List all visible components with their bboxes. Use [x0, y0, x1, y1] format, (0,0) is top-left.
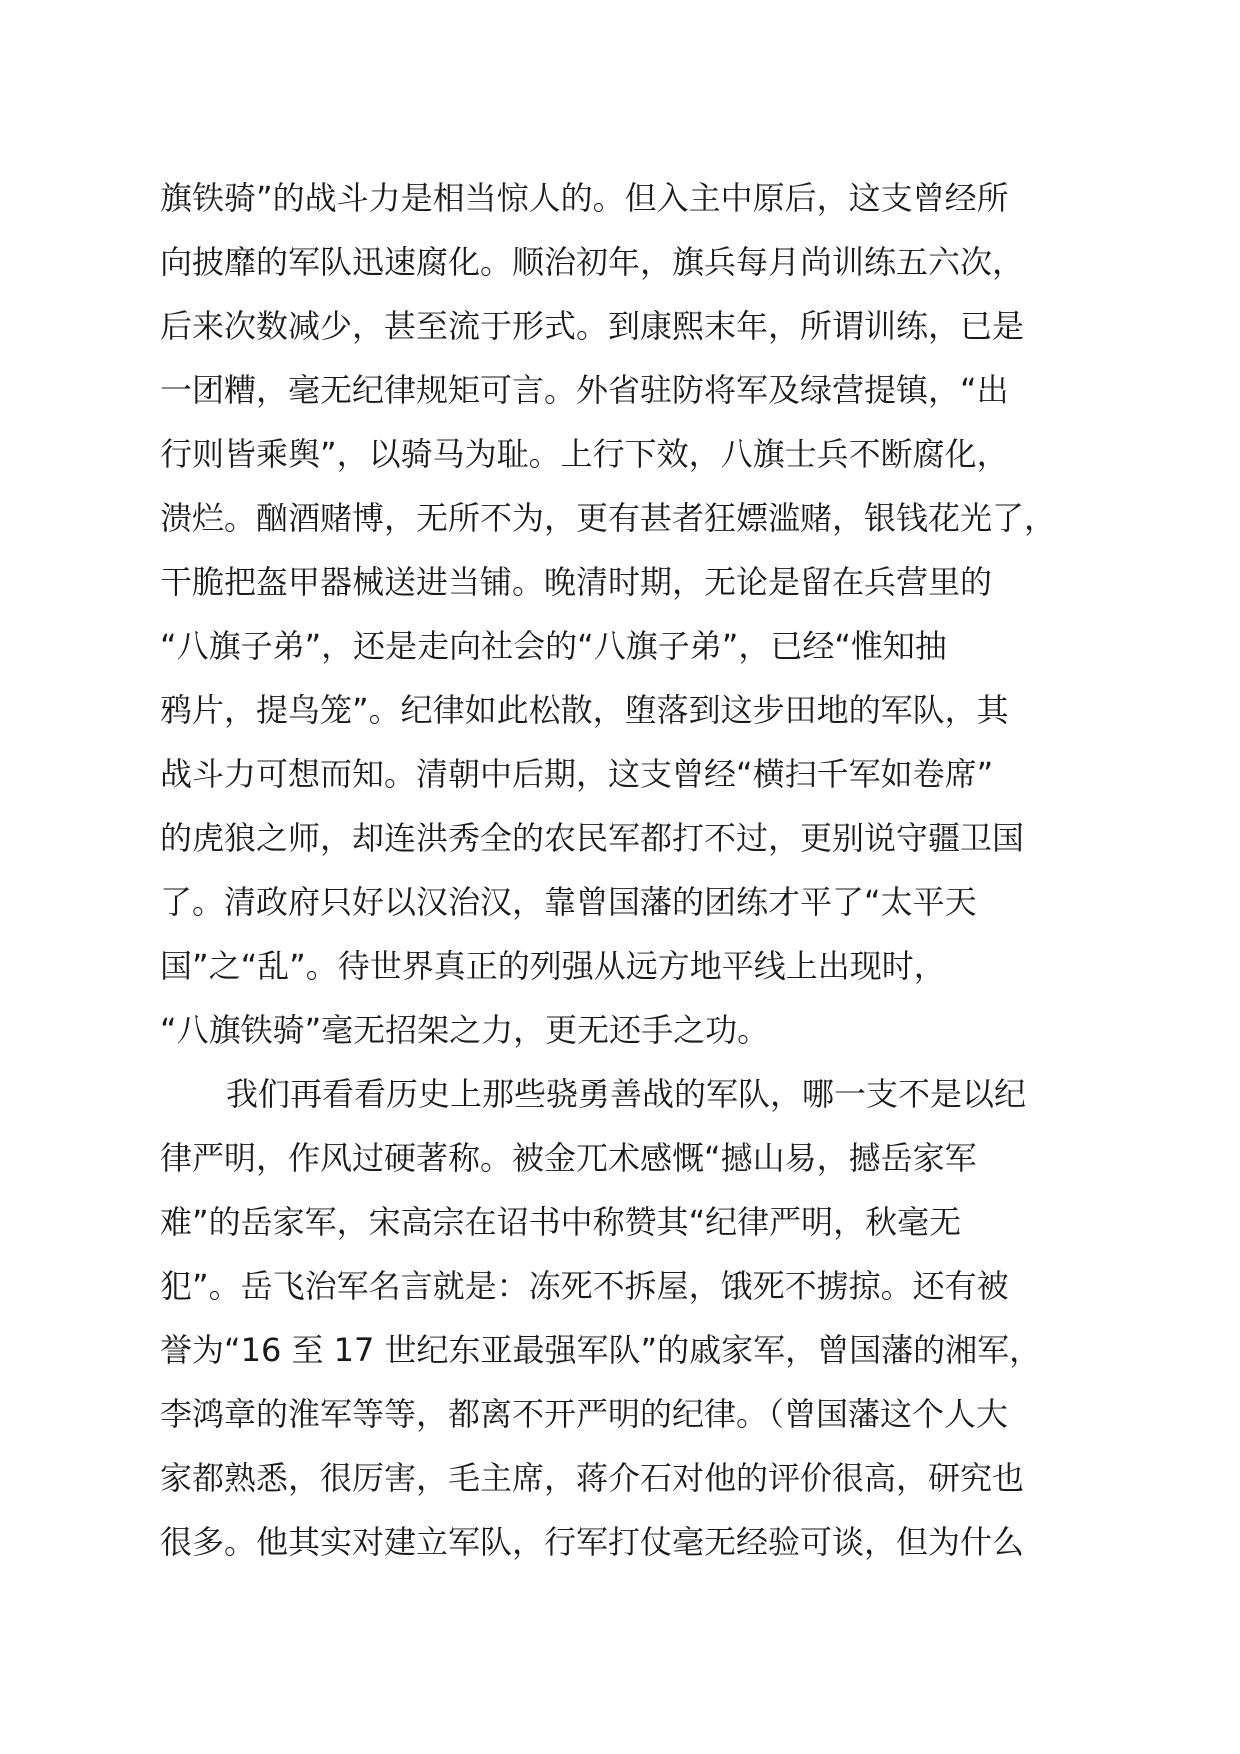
- text-line: 很多。他其实对建立军队，行军打仗毫无经验可谈，但为什么: [160, 1523, 1025, 1561]
- text-line: 行则皆乘舆”，以骑马为耻。上行下效，八旗士兵不断腐化，: [160, 435, 1009, 473]
- text-line: 的虎狼之师，却连洪秀全的农民军都打不过，更别说守疆卫国: [160, 819, 1025, 857]
- paragraph-2: [160, 1062, 1100, 1574]
- text-line: 鸦片，提鸟笼”。纪律如此松散，堕落到这步田地的军队，其: [160, 691, 1009, 729]
- text-line: 了。清政府只好以汉治汉，靠曾国藩的团练才平了“太平天: [160, 883, 977, 921]
- text-line: 难”的岳家军，宋高宗在诏书中称赞其“纪律严明，秋毫无: [160, 1203, 962, 1241]
- text-line: 一团糟，毫无纪律规矩可言。外省驻防将军及绿营提镇，“出: [160, 371, 1009, 409]
- text-line: 溃烂。酗酒赌博，无所不为，更有甚者狂嫖滥赌，银钱花光了，: [160, 499, 1057, 537]
- text-line: 后来次数减少，甚至流于形式。到康熙末年，所谓训练，已是: [160, 307, 1025, 345]
- body-text: [160, 166, 1100, 1574]
- text-line: 旗铁骑”的战斗力是相当惊人的。但入主中原后，这支曾经所: [160, 179, 1009, 217]
- text-line: “八旗铁骑”毫无招架之力，更无还手之功。: [160, 1011, 770, 1049]
- paragraph-1: [160, 166, 1100, 1062]
- text-line: 家都熟悉，很厉害，毛主席，蒋介石对他的评价很高，研究也: [160, 1459, 1025, 1497]
- text-line: 干脆把盔甲器械送进当铺。晚清时期，无论是留在兵营里的: [160, 563, 993, 601]
- text-line: “八旗子弟”，还是走向社会的“八旗子弟”，已经“惟知抽: [160, 627, 947, 665]
- text-line: 律严明，作风过硬著称。被金兀术感慨“撼山易，撼岳家军: [160, 1139, 977, 1177]
- text-line: 犯”。岳飞治军名言就是：冻死不拆屋，饿死不掳掠。还有被: [160, 1267, 1009, 1305]
- text-line: 国”之“乱”。待世界真正的列强从远方地平线上出现时，: [160, 947, 946, 985]
- text-line: 李鸿章的淮军等等，都离不开严明的纪律。（曾国藩这个人大: [160, 1395, 1009, 1433]
- text-line: 战斗力可想而知。清朝中后期，这支曾经“横扫千军如卷席”: [160, 755, 994, 793]
- text-line: 誉为“16 至 17 世纪东亚最强军队”的戚家军，曾国藩的湘军，: [160, 1331, 1042, 1369]
- text-line-first-indented: 我们再看看历史上那些骁勇善战的军队，哪一支不是以纪: [226, 1075, 1027, 1113]
- text-line: 向披靡的军队迅速腐化。顺治初年，旗兵每月尚训练五六次，: [160, 243, 1025, 281]
